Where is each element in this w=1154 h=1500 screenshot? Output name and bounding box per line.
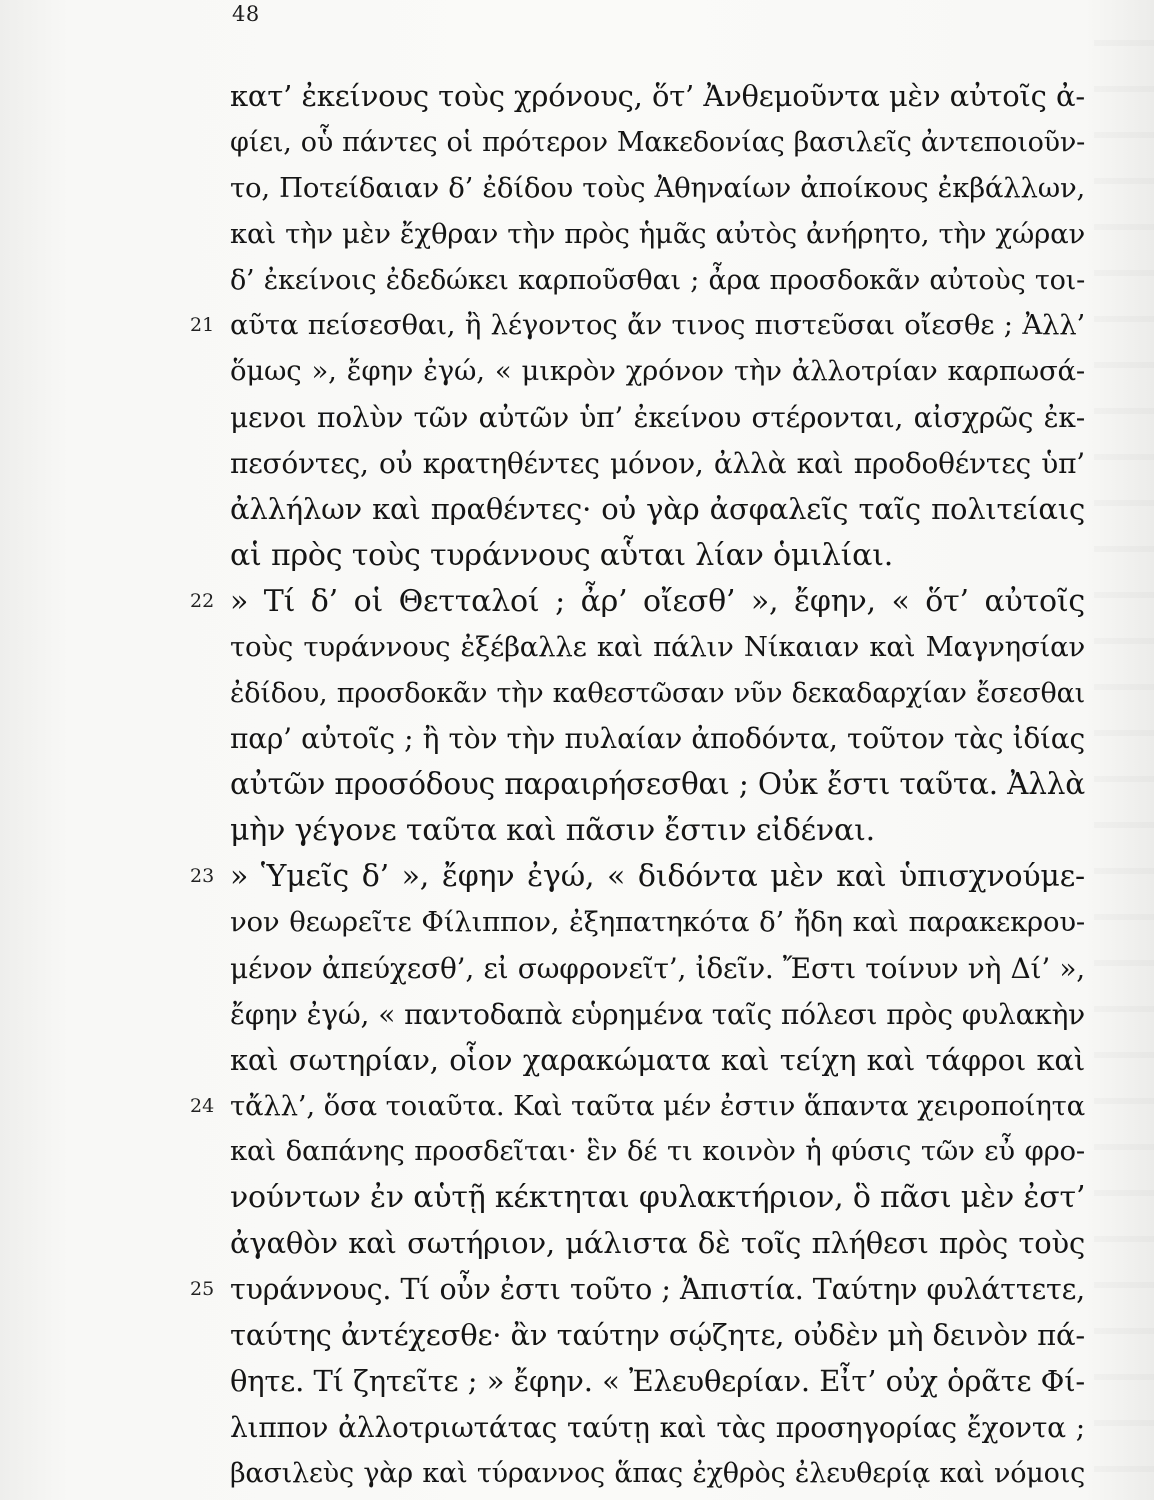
line-text: νον θεωρεῖτε Φίλιππον, ἐξηπατηκότα δ’ ἤδη καὶ παρακεκρου-: [230, 906, 1085, 939]
text-line: [190, 716, 1085, 762]
line-text: ἐδίδου, προσδοκᾶν τὴν καθεστῶσαν νῦν δεκαδαρχίαν ἔσεσθαι: [230, 677, 1085, 709]
text-line: [190, 1038, 1085, 1084]
line-text: λιππον ἀλλοτριωτάτας ταύτῃ καὶ τὰς προσηγορίας ἔχοντα ;: [230, 1410, 1085, 1444]
section-number: 22: [190, 589, 215, 612]
section-number: 25: [190, 1278, 215, 1301]
line-text: » Τί δ’ οἱ Θετταλοί ; ἆρ’ οἴεσθ’ », ἔφην, « ὅτ’ αὐτοῖς: [230, 583, 1085, 619]
text-line: [190, 166, 1085, 212]
line-text: καὶ τὴν μὲν ἔχθραν τὴν πρὸς ἡμᾶς αὐτὸς ἀνήρητο, τὴν χώραν: [230, 217, 1085, 250]
line-text: ἔφην ἐγώ, « παντοδαπὰ εὑρημένα ταῖς πόλεσι πρὸς φυλακὴν: [230, 997, 1085, 1031]
text-line: [190, 74, 1085, 120]
text-line: [190, 1129, 1085, 1175]
line-text: καὶ δαπάνης προσδεῖται· ἓν δέ τι κοινὸν ἡ φύσις τῶν εὖ φρο-: [230, 1135, 1085, 1168]
text-line: [190, 1313, 1085, 1359]
page-number: 48: [232, 2, 260, 26]
line-text: μένον ἀπεύχεσθ’, εἰ σωφρονεῖτ’, ἰδεῖν. Ἔστι τοίνυν νὴ Δί’ »,: [230, 951, 1085, 985]
line-text: δ’ ἐκείνοις ἐδεδώκει καρποῦσθαι ; ἆρα προσδοκᾶν αὐτοὺς τοι-: [230, 264, 1085, 296]
text-line: [190, 1359, 1085, 1405]
section-number: 21: [190, 314, 215, 337]
line-text: » Ὑμεῖς δ’ », ἔφην ἐγώ, « διδόντα μὲν καὶ ὑπισχνούμε-: [230, 859, 1085, 895]
section-number: 23: [190, 865, 215, 888]
line-text: θητε. Τί ζητεῖτε ; » ἔφην. « Ἐλευθερίαν. Εἶτ’ οὐχ ὁρᾶτε Φί-: [230, 1363, 1085, 1398]
text-line: [190, 120, 1085, 166]
text-line: [190, 625, 1085, 671]
line-text: ὅμως », ἔφην ἐγώ, « μικρὸν χρόνον τὴν ἀλλοτρίαν καρπωσά-: [230, 355, 1085, 388]
line-text: ταύτης ἀντέχεσθε· ἂν ταύτην σῴζητε, οὐδὲν μὴ δεινὸν πά-: [230, 1318, 1085, 1353]
text-line: [190, 1451, 1085, 1497]
text-line: [190, 533, 1085, 579]
line-text: τυράννους. Τί οὖν ἐστι τοῦτο ; Ἀπιστία. Ταύτην φυλάττετε,: [230, 1273, 1085, 1307]
text-line: [190, 900, 1085, 946]
line-text: το, Ποτείδαιαν δ’ ἐδίδου τοὺς Ἀθηναίων ἀποίκους ἐκβάλλων,: [230, 171, 1085, 204]
line-text: αὐτῶν προσόδους παραιρήσεσθαι ; Οὐκ ἔστι ταῦτα. Ἀλλὰ: [230, 767, 1085, 802]
line-text: αἱ πρὸς τοὺς τυράννους αὗται λίαν ὁμιλίαι.: [230, 537, 894, 573]
text-line: [190, 487, 1085, 533]
line-text: ἀγαθὸν καὶ σωτήριον, μάλιστα δὲ τοῖς πλήθεσι πρὸς τοὺς: [230, 1226, 1085, 1261]
text-line: [190, 808, 1085, 854]
text-line: [190, 579, 1085, 625]
text-line: [190, 441, 1085, 487]
text-line: [190, 1267, 1085, 1313]
text-line: [190, 1084, 1085, 1130]
line-text: παρ’ αὐτοῖς ; ἢ τὸν τὴν πυλαίαν ἀποδόντα, τοῦτον τὰς ἰδίας: [230, 722, 1085, 756]
show-through-shadow: [1094, 0, 1154, 1500]
section-number: 24: [190, 1094, 215, 1117]
line-text: τοὺς τυράννους ἐξέβαλλε καὶ πάλιν Νίκαιαν καὶ Μαγνησίαν: [230, 630, 1085, 663]
text-line: [190, 762, 1085, 808]
line-text: κατ’ ἐκείνους τοὺς χρόνους, ὅτ’ Ἀνθεμοῦντα μὲν αὐτοῖς ἀ-: [230, 79, 1085, 113]
line-text: καὶ σωτηρίαν, οἷον χαρακώματα καὶ τείχη καὶ τάφροι καὶ: [230, 1042, 1085, 1077]
text-line: [190, 349, 1085, 395]
text-line: [190, 854, 1085, 900]
text-line: [190, 671, 1085, 717]
text-line: [190, 1175, 1085, 1221]
text-line: [190, 1221, 1085, 1267]
line-text: μὴν γέγονε ταῦτα καὶ πᾶσιν ἔστιν εἰδέναι.: [230, 813, 876, 849]
line-text: τἄλλ’, ὅσα τοιαῦτα. Καὶ ταῦτα μέν ἐστιν ἅπαντα χειροποίητα: [230, 1089, 1085, 1122]
text-line: [190, 1405, 1085, 1451]
line-text: βασιλεὺς γὰρ καὶ τύραννος ἅπας ἐχθρὸς ἐλευθερίᾳ καὶ νόμοις: [230, 1457, 1085, 1489]
text-line: [190, 212, 1085, 258]
line-text: φίει, οὗ πάντες οἱ πρότερον Μακεδονίας βασιλεῖς ἀντεποιοῦν-: [230, 126, 1085, 158]
text-line: [190, 992, 1085, 1038]
text-line: [190, 258, 1085, 304]
line-text: νούντων ἐν αὑτῇ κέκτηται φυλακτήριον, ὃ πᾶσι μὲν ἐστ’: [230, 1180, 1086, 1216]
text-line: [190, 395, 1085, 441]
line-text: ἀλλήλων καὶ πραθέντες· οὐ γὰρ ἀσφαλεῖς ταῖς πολιτείαις: [230, 492, 1085, 527]
greek-text-body: [190, 74, 1085, 1497]
line-text: πεσόντες, οὐ κρατηθέντες μόνον, ἀλλὰ καὶ προδοθέντες ὑπ’: [230, 447, 1085, 481]
text-line: [190, 303, 1085, 349]
line-text: αῦτα πείσεσθαι, ἢ λέγοντος ἄν τινος πιστεῦσαι οἴεσθε ; Ἀλλ’: [230, 309, 1085, 342]
text-line: [190, 946, 1085, 992]
line-text: μενοι πολὺν τῶν αὐτῶν ὑπ’ ἐκείνου στέρονται, αἰσχρῶς ἐκ-: [230, 401, 1085, 435]
